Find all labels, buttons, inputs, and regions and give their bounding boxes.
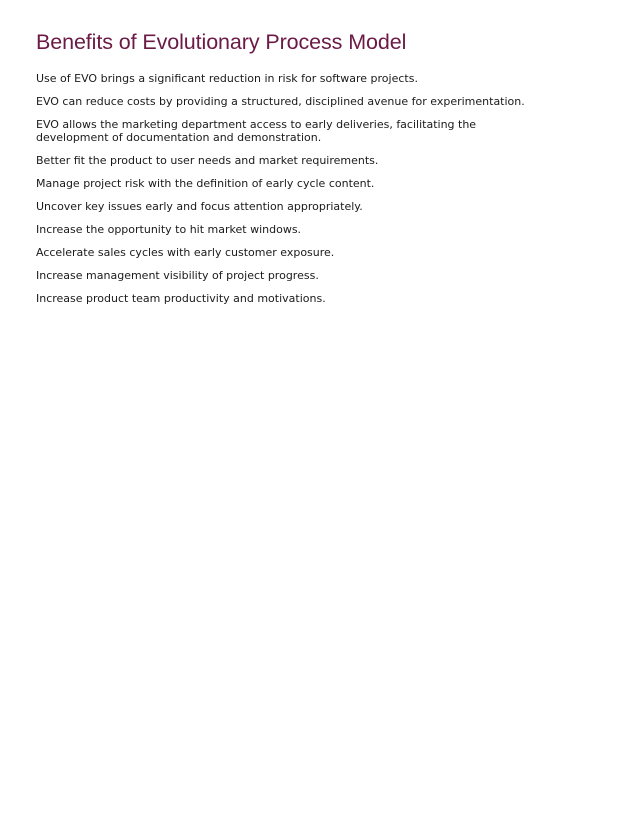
benefit-item: EVO can reduce costs by providing a structured, disciplined avenue for experimentation.	[36, 94, 525, 108]
benefit-item: Uncover key issues early and focus attention appropriately.	[36, 199, 363, 213]
benefit-item: Accelerate sales cycles with early customer exposure.	[36, 245, 335, 259]
benefit-item: Manage project risk with the definition of early cycle content.	[36, 176, 375, 190]
page-title: Benefits of Evolutionary Process Model	[36, 30, 407, 54]
benefit-item: Use of EVO brings a significant reduction in risk for software projects.	[36, 71, 418, 85]
benefit-item: Increase the opportunity to hit market windows.	[36, 222, 302, 236]
benefit-item: EVO allows the marketing department access to early deliveries, facilitating the development of documentation and demonstration.	[36, 117, 477, 144]
benefit-item: Increase product team productivity and motivations.	[36, 291, 326, 305]
benefit-item: Increase management visibility of project progress.	[36, 268, 319, 282]
benefit-list	[36, 72, 598, 305]
benefit-item: Better fit the product to user needs and market requirements.	[36, 153, 379, 167]
